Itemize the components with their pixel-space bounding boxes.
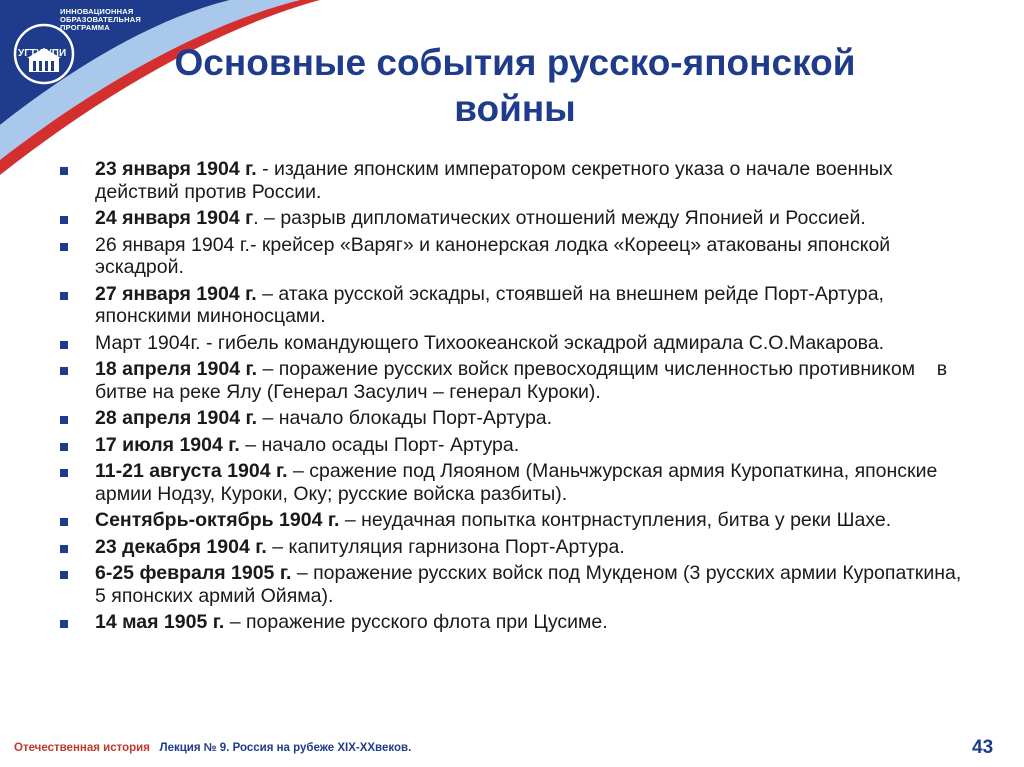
square-bullet-icon	[60, 167, 68, 175]
event-date: 23 декабря 1904 г.	[95, 535, 267, 558]
event-item	[55, 536, 975, 559]
event-date: 14 мая 1905 г.	[95, 611, 225, 633]
program-line: ИННОВАЦИОННАЯ	[60, 7, 134, 16]
page-number: 43	[972, 737, 994, 758]
event-date: 11-21 августа 1904 г.	[95, 460, 288, 482]
footer-lecture: Лекция № 9. Россия на рубеже XIX-XXвеков.	[159, 742, 412, 754]
event-text: – сражение под Ляояном (Маньчжурская армия Куропаткина, японские армии Нодзу, Куроки, Оку; русские войска разбиты).	[95, 460, 938, 505]
event-date: 17 июля 1904 г.	[95, 433, 240, 456]
event-text: – атака русской эскадры, стоявшей на внешнем рейде Порт-Артура, японскими миноносцами.	[95, 282, 884, 327]
event-text: 26 января 1904 г.- крейсер «Варяг» и канонерская лодка «Кореец» атакованы японской эскадрой.	[95, 233, 891, 278]
event-item	[55, 509, 975, 532]
org-name: УГТУ-УПИ	[18, 48, 67, 59]
event-text: – начало осады Порт- Артура.	[239, 433, 520, 456]
event-item	[55, 407, 975, 430]
event-text: Март 1904г. - гибель командующего Тихоокеанской эскадрой адмирала С.О.Макарова.	[95, 331, 885, 354]
square-bullet-icon	[60, 341, 68, 349]
event-date: 23 января 1904 г.	[95, 158, 257, 180]
square-bullet-icon	[60, 443, 68, 451]
events-list	[55, 158, 975, 638]
program-line: ОБРАЗОВАТЕЛЬНАЯ	[60, 15, 141, 24]
event-text: – поражение русских войск превосходящим численностью противником в битве на реке Ялу (Генерал Засулич – генерал Куроки).	[95, 358, 953, 403]
event-date: 24 января 1904 г	[95, 207, 254, 229]
square-bullet-icon	[60, 545, 68, 553]
event-item	[55, 332, 975, 355]
square-bullet-icon	[60, 416, 68, 424]
event-item	[55, 158, 975, 203]
event-item	[55, 434, 975, 457]
event-text: – поражение русского флота при Цусиме.	[224, 611, 608, 633]
event-text: . – разрыв дипломатических отношений между Японией и Россией.	[253, 207, 866, 229]
event-date: 18 апреля 1904 г.	[95, 358, 258, 380]
event-text: – начало блокады Порт-Артура.	[257, 407, 553, 429]
event-text: - издание японским императором секретного указа о начале военных действий против России.	[95, 158, 893, 203]
square-bullet-icon	[60, 367, 68, 375]
event-item	[55, 207, 975, 230]
event-item	[55, 460, 975, 505]
event-date: Сентябрь-октябрь 1904 г.	[95, 509, 340, 531]
event-item	[55, 358, 975, 403]
square-bullet-icon	[60, 571, 68, 579]
event-date: 27 января 1904 г.	[95, 282, 257, 305]
event-item	[55, 234, 975, 279]
event-date: 6-25 февраля 1905 г.	[95, 562, 292, 584]
event-text: – поражение русских войск под Мукденом (3 русских армии Куропаткина, 5 японских армий Ойяма).	[95, 562, 962, 607]
program-line: ПРОГРАММА	[60, 23, 110, 32]
square-bullet-icon	[60, 292, 68, 300]
event-text: – неудачная попытка контрнаступления, битва у реки Шахе.	[339, 509, 892, 531]
event-item	[55, 562, 975, 607]
slide-footer	[14, 742, 411, 754]
event-item	[55, 611, 975, 634]
square-bullet-icon	[60, 620, 68, 628]
event-date: 28 апреля 1904 г.	[95, 407, 258, 429]
square-bullet-icon	[60, 518, 68, 526]
square-bullet-icon	[60, 216, 68, 224]
square-bullet-icon	[60, 243, 68, 251]
event-item	[55, 283, 975, 328]
footer-course: Отечественная история	[14, 742, 150, 754]
square-bullet-icon	[60, 469, 68, 477]
event-text: – капитуляция гарнизона Порт-Артура.	[266, 535, 625, 558]
slide-title: Основные события русско-японской войны	[174, 42, 856, 129]
